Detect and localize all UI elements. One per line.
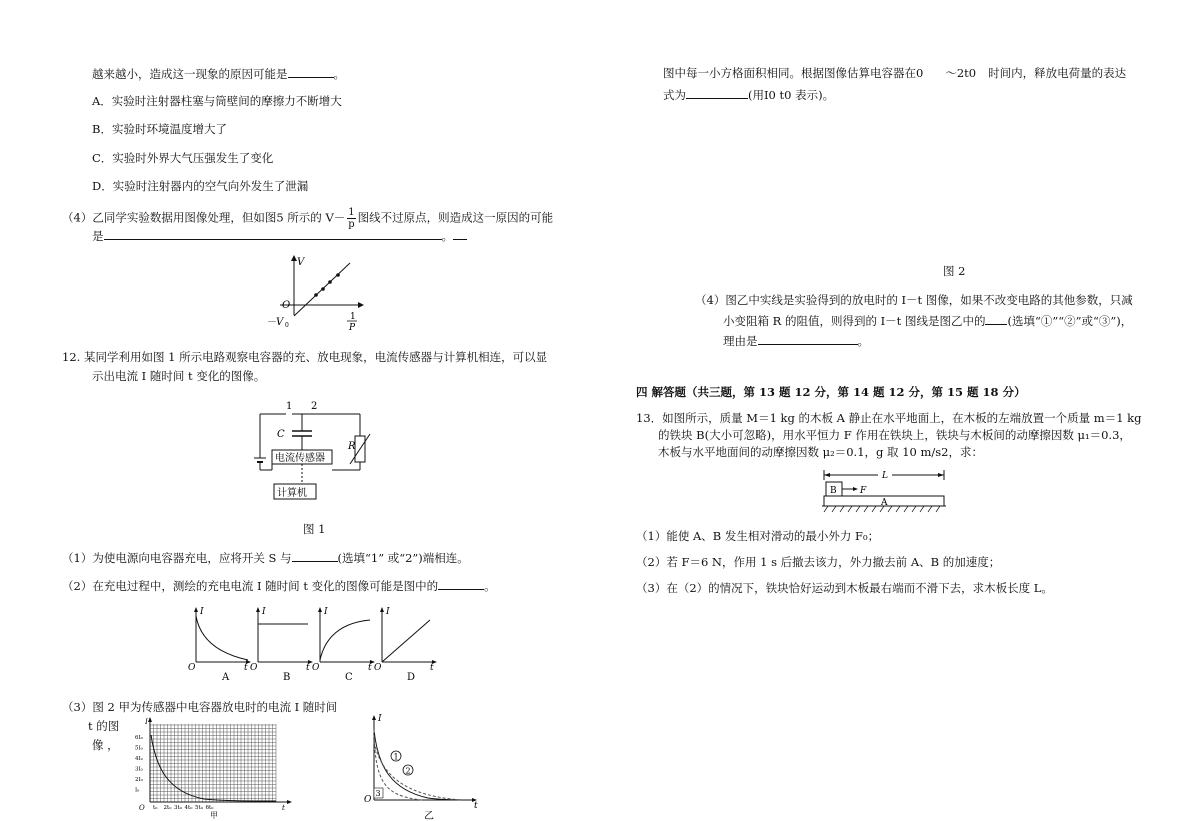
jia-y-tick: 3I₀ [135, 766, 143, 773]
svg-text:C: C [345, 672, 353, 683]
svg-text:D: D [407, 672, 416, 683]
svg-text:t: t [430, 663, 434, 673]
svg-text:t: t [368, 663, 372, 673]
graph-a [188, 607, 251, 683]
answer-blank[interactable] [985, 313, 1007, 325]
svg-text:A: A [881, 498, 888, 508]
option-a: A．实验时注射器柱塞与筒壁间的摩擦力不断增大 [92, 94, 342, 108]
svg-text:t: t [282, 804, 285, 812]
option-d: D．实验时注射器内的空气向外发生了泄漏 [92, 179, 309, 193]
svg-text:C: C [277, 429, 285, 440]
svg-text:I: I [200, 607, 204, 617]
q13-stem-line1: 13．如图所示，质量 M＝1 kg 的木板 A 静止在水平地面上，在木板的左端放置一个质量 m＝1 kg [636, 411, 1142, 425]
fig5-origin: O [282, 300, 291, 311]
fig5-v-vs-inverse-p [260, 255, 370, 333]
q12-part3-cont-line2: 式为 (用I0 t0 表示)。 [663, 88, 835, 102]
q12-part4-line1: （4）图乙中实线是实验得到的放电时的 I－t 图像，如果不改变电路的其他参数，只减 [695, 293, 1133, 307]
jia-y-tick: 5I₀ [135, 745, 143, 752]
q13-sub2: （2）若 F＝6 N，作用 1 s 后撤去该力，外力撤去前 A、B 的加速度； [636, 555, 1001, 569]
q12-part4-line3: 理由是 。 [723, 334, 869, 348]
jia-x-tick: 6t₀ [205, 805, 214, 811]
svg-text:B: B [283, 672, 291, 683]
svg-text:2: 2 [311, 401, 318, 412]
option-c: C．实验时外界大气压强发生了变化 [92, 151, 274, 165]
svg-text:0: 0 [285, 322, 289, 329]
svg-text:1: 1 [393, 752, 399, 762]
answer-blank[interactable] [292, 550, 338, 562]
q12-stem-line1: 12. 某同学利用如图 1 所示电路观察电容器的充、放电现象，电流传感器与计算机相连，可以显 [62, 350, 548, 364]
q13-sub3: （3）在（2）的情况下，铁块恰好运动到木板最右端而不滑下去，求木板长度 L。 [636, 581, 1053, 595]
svg-text:O: O [188, 663, 196, 673]
q12-part3-line1: （3）图 2 甲为传感器中电容器放电时的电流 I 随时间 [62, 700, 338, 714]
answer-blank[interactable] [686, 87, 748, 99]
jia-x-tick: 5t₀ [195, 805, 203, 811]
svg-text:3: 3 [375, 789, 381, 798]
fig5-v-label: V [297, 257, 305, 268]
svg-text:P: P [349, 323, 356, 333]
svg-text:t: t [474, 801, 478, 811]
graph-c [312, 607, 375, 683]
svg-text:O: O [364, 795, 372, 805]
answer-blank[interactable] [104, 228, 442, 240]
jia-x-tick: 4t₀ [184, 805, 193, 811]
svg-text:O: O [374, 663, 382, 673]
jia-y-tick: I₀ [135, 787, 140, 794]
svg-text:O: O [139, 804, 145, 812]
jia-y-tick: 2I₀ [135, 777, 143, 783]
q12-part4-line2: 小变阻箱 R 的阻值，则得到的 I－t 图线是图乙中的 (选填“①”“②”或“③”)， [723, 314, 1133, 328]
section-heading: 四 解答题（共三题，第 13 题 12 分，第 14 题 12 分，第 15 题 18 分） [636, 385, 1026, 399]
graphs-a-to-d [186, 604, 436, 684]
svg-text:O: O [250, 663, 258, 673]
q13-stem-line2: 的铁块 B(大小可忽略)，用水平恒力 F 作用在铁块上，铁块与木板间的动摩擦因数 μ₁＝0.3， [658, 428, 1131, 442]
svg-text:B: B [830, 486, 837, 496]
svg-text:I: I [378, 714, 382, 724]
jia-y-tick: 4I₀ [135, 756, 143, 762]
q11-part4-line1: （4）乙同学实验数据用图像处理，但如图5 所示的 V－ $\frac{1}{p}$ 图线不过原点，则造成这一原因的可能 [62, 207, 554, 230]
graph-d [374, 607, 437, 683]
svg-text:F: F [860, 486, 867, 496]
svg-text:t: t [306, 663, 310, 673]
q12-part3-line3: 像 ， [92, 738, 119, 752]
fig2-yi-label: 乙 [424, 811, 434, 821]
q12-stem-line2: 示出电流 I 随时间 t 变化的图像。 [92, 369, 266, 383]
svg-text:2: 2 [405, 766, 411, 776]
answer-blank[interactable] [288, 66, 334, 78]
q13-block-diagram [820, 468, 950, 518]
computer-label: 计算机 [277, 488, 307, 499]
answer-blank[interactable] [438, 578, 484, 590]
svg-text:I: I [324, 607, 328, 617]
q13-sub1: （1）能使 A、B 发生相对滑动的最小外力 F₀； [636, 529, 880, 543]
svg-text:O: O [312, 663, 320, 673]
jia-x-tick: t₀ [153, 805, 158, 811]
fig2-yi-graph [362, 712, 482, 821]
fig1-caption: 图 1 [303, 522, 326, 536]
q11-part4-line2: 是 。 [92, 228, 467, 243]
current-sensor-label: 电流传感器 [275, 453, 325, 464]
jia-y-tick: 6I₀ [135, 735, 143, 741]
q13-stem-line3: 木板与水平地面间的动摩擦因数 μ₂＝0.1，g 取 10 m/s2，求： [658, 445, 983, 459]
fig2-caption: 图 2 [943, 264, 966, 278]
graph-b [250, 607, 313, 683]
svg-text:I: I [386, 607, 390, 617]
svg-text:1: 1 [350, 312, 356, 322]
fig5-neg-v0: －V [266, 317, 284, 328]
fig2-jia-label: 甲 [210, 811, 218, 820]
svg-text:R: R [348, 441, 356, 452]
svg-text:L: L [882, 471, 888, 481]
svg-text:I: I [145, 718, 148, 726]
svg-text:I: I [262, 607, 266, 617]
q11-line1: 越来越小，造成这一现象的原因可能是 。 [92, 67, 345, 81]
q12-part1: （1）为使电源向电容器充电，应将开关 S 与 (选填“1” 或“2”)端相连。 [62, 551, 469, 565]
answer-blank[interactable] [758, 333, 858, 345]
svg-text:1: 1 [286, 401, 293, 412]
option-b: B．实验时环境温度增大了 [92, 122, 227, 136]
q12-part3-cont-line1: 图中每一小方格面积相同。根据图像估算电容器在0 ～2t0 时间内，释放电荷量的表达 [663, 66, 1127, 80]
q12-part2: （2）在充电过程中，测绘的充电电流 I 随时间 t 变化的图像可能是图中的 。 [62, 579, 496, 593]
svg-text:A: A [222, 672, 230, 683]
q12-part3-line2: t 的图 [88, 719, 120, 733]
svg-text:t: t [244, 663, 248, 673]
fig1-circuit-diagram [250, 400, 380, 502]
jia-x-tick: 2t₀ [163, 805, 172, 811]
fig2-jia-grid-graph [134, 716, 299, 820]
jia-x-tick: 3t₀ [174, 805, 182, 811]
